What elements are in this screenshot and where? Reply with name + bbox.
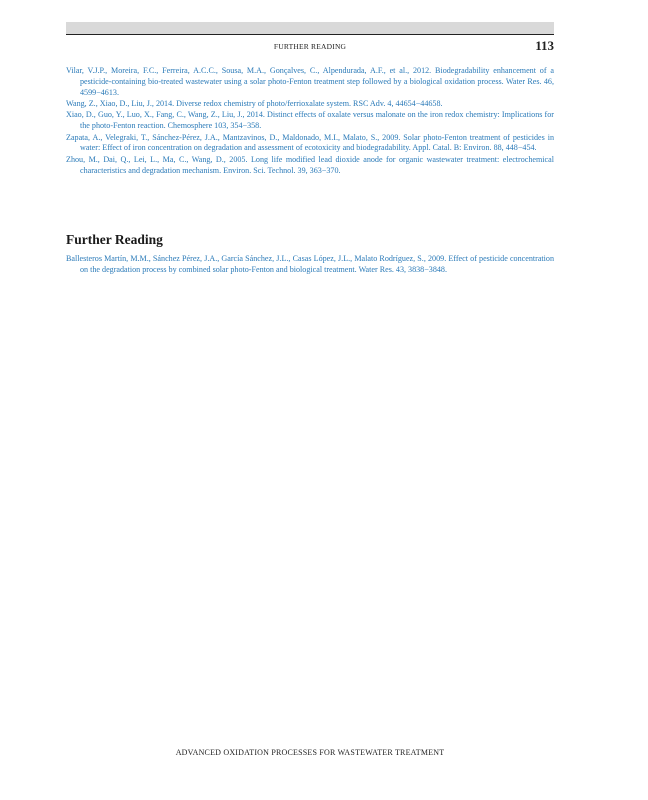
reference-xiao-2014: Xiao, D., Guo, Y., Luo, X., Fang, C., Wang, Z., Liu, J., 2014. Distinct effects of oxalate versus malonate on the iron redox chemistry: Implications for the photo-Fenton reaction. Chemosphere 103, 354−358. (66, 110, 554, 131)
header-rule (66, 34, 554, 35)
further-reading-heading: Further Reading (66, 232, 163, 247)
page-number: 113 (535, 38, 554, 53)
reference-zapata-2009: Zapata, A., Velegraki, T., Sánchez-Pérez, J.A., Mantzavinos, D., Maldonado, M.I., Malato, S., 2009. Solar photo-Fenton treatment of pesticides in water: Effect of iron concentration on degradation and assessment of ecotoxicity and biodegradability. Appl. Catal. B: Environ. 88, 448−454. (66, 132, 554, 153)
running-title: FURTHER READING (273, 42, 347, 51)
header-bar (66, 22, 554, 34)
running-head (66, 38, 554, 56)
reference-vilar-2012: Vilar, V.J.P., Moreira, F.C., Ferreira, A.C.C., Sousa, M.A., Gonçalves, C., Alpendurada, A.F., et al., 2012. Biodegradability enhancement of a pesticide-containing bio-treated wastewater using a solar photo-Fenton treatment step followed by a biological oxidation process. Water Res. 46, 4599−4613. (66, 66, 554, 97)
reference-wang-2014: Wang, Z., Xiao, D., Liu, J., 2014. Diverse redox chemistry of photo/ferrioxalate system. RSC Adv. 4, 44654−44658. (66, 98, 443, 108)
reference-ballesteros-2009: Ballesteros Martín, M.M., Sánchez Pérez, J.A., García Sánchez, J.L., Casas López, J.L., Malato Rodríguez, S., 2009. Effect of pesticide concentration on the degradation process by combined solar photo-Fenton and biological treatment. Water Res. 43, 3838−3848. (66, 254, 554, 274)
book-title-footer: ADVANCED OXIDATION PROCESSES FOR WASTEWATER TREATMENT (175, 748, 445, 757)
further-reading-list (66, 254, 554, 276)
reference-list (66, 66, 554, 177)
reference-zhou-2005: Zhou, M., Dai, Q., Lei, L., Ma, C., Wang, D., 2005. Long life modified lead dioxide anode for organic wastewater treatment: electrochemical characteristics and degradation mechanism. Environ. Sci. Technol. 39, 363−370. (66, 154, 554, 175)
